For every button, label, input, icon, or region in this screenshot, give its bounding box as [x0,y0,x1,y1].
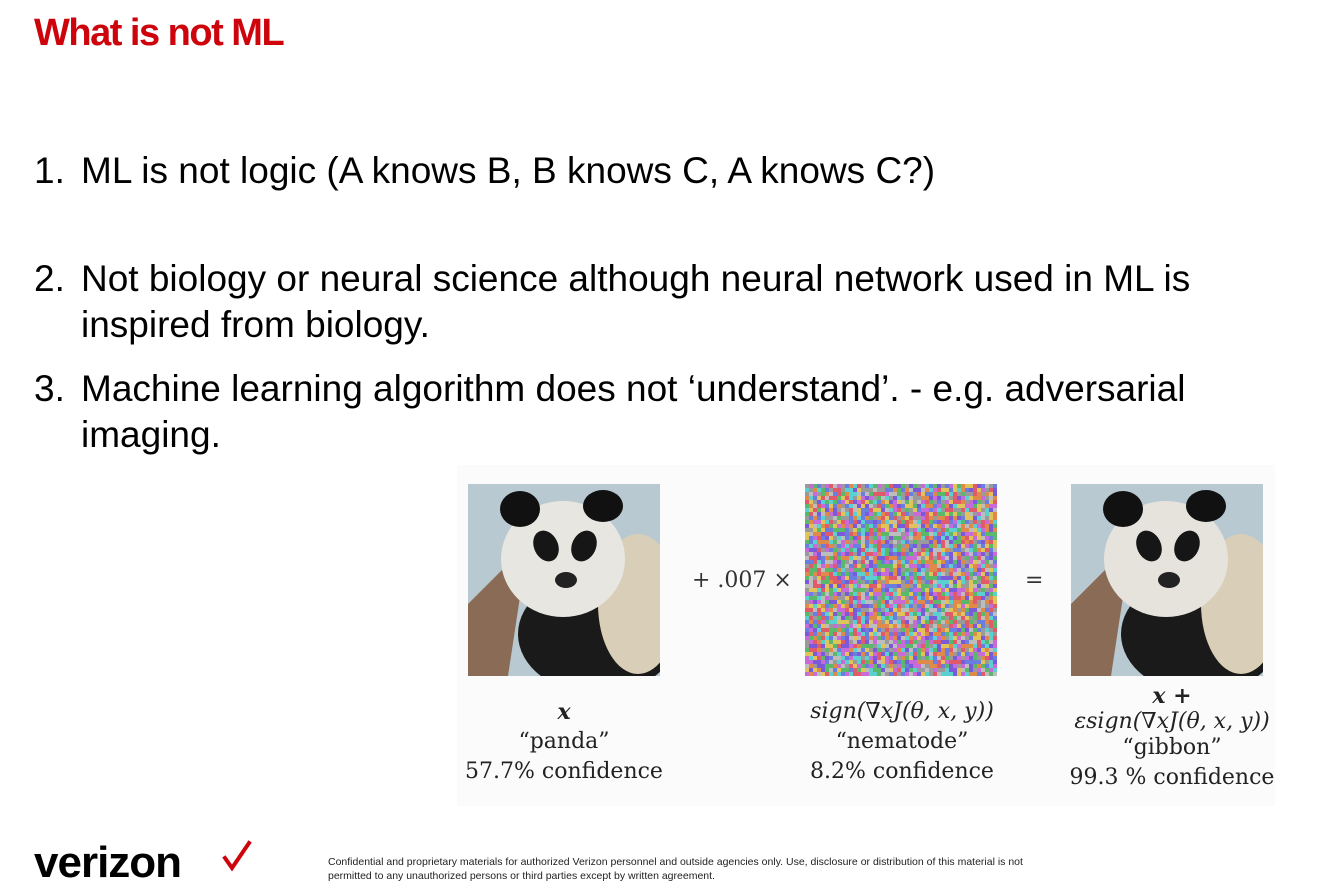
plus-operator: + .007 × [692,568,792,593]
bullet-item-1 [34,148,935,194]
bullet-number: 3. [34,368,65,409]
equals-operator: = [1025,568,1044,593]
bullet-text: Machine learning algorithm does not ‘understand’. - e.g. adversarial imaging. [81,368,1186,455]
bullet-text: Not biology or neural science although neural network used in ML is inspired from biology. [81,258,1191,345]
confidentiality-disclaimer: Confidential and proprietary materials for authorized Verizon personnel and outside agencies only. Use, disclosure or distribution of this material is not permitted to any unauthorized persons or third parties except by written agreement. [328,856,1023,882]
gibbon-classified-panda-image [1071,484,1263,676]
caption-nematode [787,697,1017,787]
slide-title: What is not ML [34,12,284,54]
bullet-number: 1. [34,150,65,191]
confidence-label: 8.2% confidence [810,759,994,784]
caption-panda [464,697,664,787]
bullet-text: ML is not logic (A knows B, B knows C, A knows C?) [81,150,936,191]
bullet-item-2 [34,256,1324,348]
panda-image [468,484,660,676]
verizon-logo: verizon [34,838,182,887]
formula: sign(∇xJ(θ, x, y)) [810,699,994,724]
adversarial-example-figure [457,465,1275,806]
class-label: “panda” [518,729,610,754]
formula-line-1: x + [1152,683,1192,709]
class-label: “gibbon” [1122,735,1222,760]
confidence-label: 99.3 % confidence [1069,765,1275,790]
confidence-label: 57.7% confidence [465,759,663,784]
formula: x [557,699,571,725]
formula-line-2: εsign(∇xJ(θ, x, y)) [1074,709,1270,734]
bullet-number: 2. [34,258,65,299]
caption-gibbon [1057,683,1287,791]
bullet-item-3 [34,366,1324,458]
verizon-check-icon [222,840,252,872]
noise-image [805,484,997,676]
class-label: “nematode” [835,729,969,754]
